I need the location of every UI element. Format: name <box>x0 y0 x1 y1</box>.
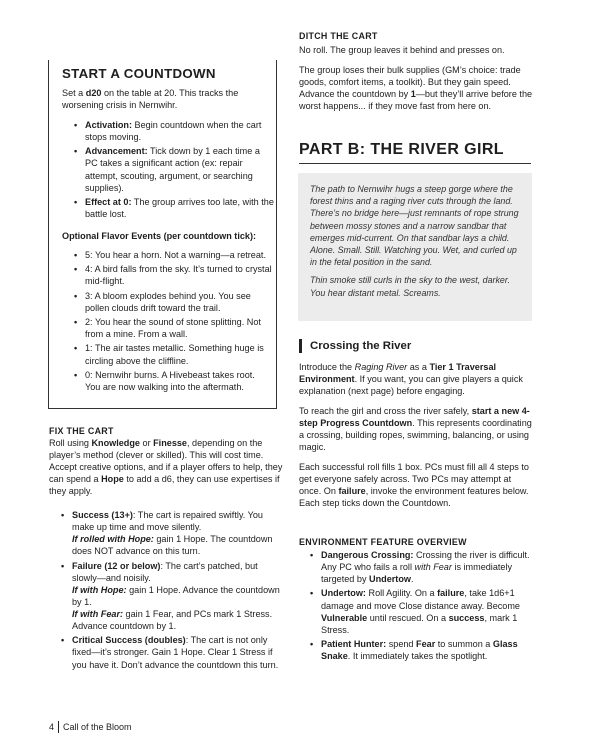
flavor-heading: Optional Flavor Events (per countdown tick): <box>62 231 257 241</box>
read-aloud-box <box>298 173 532 321</box>
feature-dangerous-crossing: • Dangerous Crossing: Crossing the river is difficult. Any PC who fails a roll with Fear is immediately targeted by Undertow. <box>308 549 536 585</box>
fix-cart-heading: FIX THE CART <box>49 426 114 436</box>
flavor-item: • 1: The air tastes metallic. Something huge is circling above the cliffline. <box>72 342 272 366</box>
crossing-p1: Introduce the Raging River as a Tier 1 Traversal Environment. If you want, you can give players a quick explanation (next page) before engaging. <box>299 362 523 397</box>
ditch-cart-heading: DITCH THE CART <box>299 31 378 41</box>
rule-activation: • Activation: Begin countdown when the cart stops moving. <box>72 119 274 143</box>
book-title: Call of the Bloom <box>63 722 132 732</box>
read-aloud-text-2: Thin smoke still curls in the sky to the west, darker. You hear distant metal. Screams. <box>310 275 510 298</box>
part-b-heading: PART B: THE RIVER GIRL <box>299 140 531 164</box>
feature-undertow: • Undertow: Roll Agility. On a failure, take 1d6+1 damage and move Close distance away. Become Vulnerable until rescued. On a success, mark 1 Stress. <box>308 587 536 635</box>
feature-patient-hunter: • Patient Hunter: spend Fear to summon a Glass Snake. It immediately takes the spotlight. <box>308 638 536 662</box>
rule-advancement: • Advancement: Tick down by 1 each time a PC takes a significant action (ex: repair attempt, scouting, argument, or searching supplies). <box>72 145 274 193</box>
read-aloud-text-1: The path to Nernwihr hugs a steep gorge where the forest thins and a raging river cuts through the land. There’s no bridge here—just remnants of rope strung between mossy stones and a narrow sandbar that emerges mid-current. On that sandbar lays a child. Alone. Small. Still. Watching you. Wet, and curled up in the fetal position in the sand. <box>310 184 519 268</box>
crossing-p3: Each successful roll fills 1 box. PCs must fill all 4 steps to get everyone safely across. Two PCs may attempt at once. On failure, invoke the environment features below. Each step ticks down the Countdown. <box>299 462 529 509</box>
page-number: 4 <box>49 721 59 733</box>
flavor-item: • 2: You hear the sound of stone splitting. Not from a mine. From a wall. <box>72 316 272 340</box>
ditch-cart-p2: The group loses their bulk supplies (GM’s choice: trade goods, comfort items, a toolkit). But they gain speed. Advance the countdown by 1—but they’ll arrive before the worst happens... if they move fast from here on. <box>299 65 533 112</box>
rule-effect: • Effect at 0: The group arrives too late, with the battle lost. <box>72 196 274 220</box>
outcome-failure: • Failure (12 or below): The cart’s patched, but slowly—and noisily. If with Hope: gain 1 Hope. Advance the countdown by 1. If with Fear: gain 1 Fear, and PCs mark 1 Stress. Advance countdown by 1. <box>59 560 283 633</box>
flavor-item: • 3: A bloom explodes behind you. You see pollen clouds drift toward the trail. <box>72 290 272 314</box>
outcome-success: • Success (13+): The cart is repaired swiftly. You make up time and move silently. If rolled with Hope: gain 1 Hope. The countdown does NOT advance on this turn. <box>59 509 283 557</box>
flavor-item: • 4: A bird falls from the sky. It’s turned to crystal mid-flight. <box>72 263 272 287</box>
countdown-rules <box>72 119 274 222</box>
crossing-heading: Crossing the River <box>299 339 411 353</box>
features-heading: ENVIRONMENT FEATURE OVERVIEW <box>299 537 467 547</box>
fix-cart-intro: Roll using Knowledge or Finesse, depending on the player’s method (clever or skilled). This will cost time. Accept creative options, and if a player offers to help, they can spend a Hope to add a d6, they can use expertises if they apply. <box>49 438 283 497</box>
features-list <box>308 549 536 664</box>
fix-cart-outcomes <box>59 509 283 673</box>
outcome-critical: • Critical Success (doubles): The cart is not only fixed—it’s stronger. Gain 1 Hope. Clear 1 Stress if you have it. Don’t advance the countdown this turn. <box>59 634 283 670</box>
flavor-item: • 0: Nernwihr burns. A Hivebeast takes root. You are now walking into the aftermath. <box>72 369 272 393</box>
crossing-p2: To reach the girl and cross the river safely, start a new 4-step Progress Countdown. This represents coordinating a crossing, building ropes, swimming, balancing, or using magic. <box>299 406 532 453</box>
flavor-list <box>72 249 272 395</box>
ditch-cart-p1: No roll. The group leaves it behind and presses on. <box>299 45 505 55</box>
countdown-intro: Set a d20 on the table at 20. This tracks the worsening crisis in Nernwihr. <box>62 88 239 111</box>
countdown-heading: START A COUNTDOWN <box>62 66 216 81</box>
flavor-item: • 5: You hear a horn. Not a warning—a retreat. <box>72 249 272 261</box>
page-footer <box>49 721 132 733</box>
